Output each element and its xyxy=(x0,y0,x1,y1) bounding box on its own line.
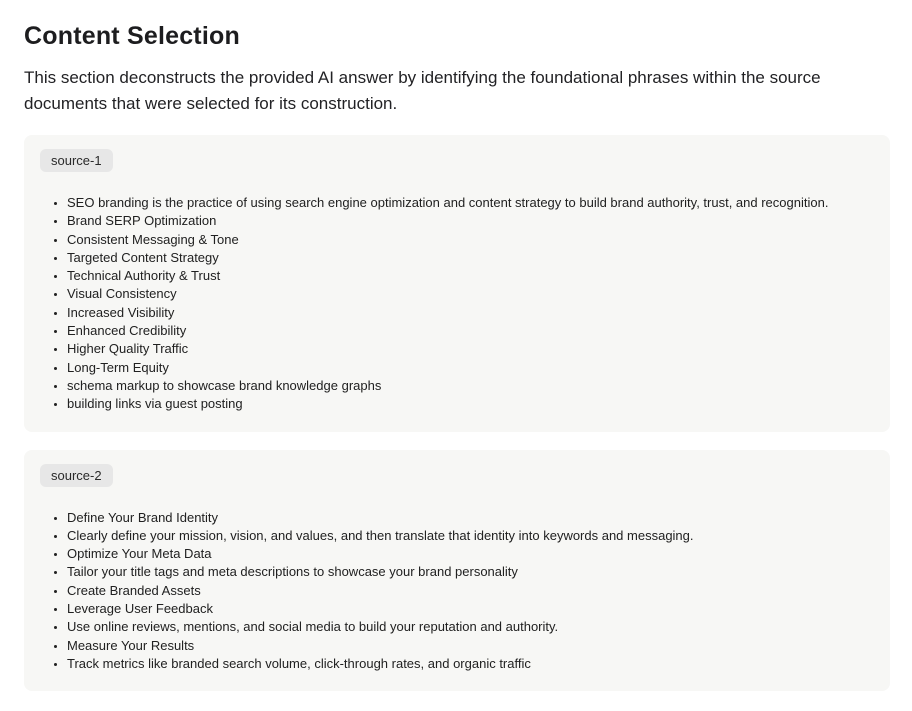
source-item: • Measure Your Results xyxy=(67,637,874,655)
source-item: • Targeted Content Strategy xyxy=(67,249,874,267)
source-item: • Long-Term Equity xyxy=(67,359,874,377)
source-item: • Increased Visibility xyxy=(67,304,874,322)
source-item: • Create Branded Assets xyxy=(67,582,874,600)
source-card xyxy=(24,135,890,432)
source-badge: source-2 xyxy=(40,464,113,487)
page-title: Content Selection xyxy=(24,22,240,50)
source-item: • Track metrics like branded search volume, click-through rates, and organic traffic xyxy=(67,655,874,673)
source-badge: source-1 xyxy=(40,149,113,172)
source-item: • Technical Authority & Trust xyxy=(67,267,874,285)
source-item: • Use online reviews, mentions, and social media to build your reputation and authority. xyxy=(67,618,874,636)
source-item: • Optimize Your Meta Data xyxy=(67,545,874,563)
source-item: • Tailor your title tags and meta descriptions to showcase your brand personality xyxy=(67,563,874,581)
source-item: • Clearly define your mission, vision, and values, and then translate that identity into keywords and messaging. xyxy=(67,527,874,545)
source-item: • Visual Consistency xyxy=(67,285,874,303)
source-item-list xyxy=(40,194,874,414)
source-item: • SEO branding is the practice of using search engine optimization and content strategy to build brand authority, trust, and recognition. xyxy=(67,194,874,212)
source-item-list xyxy=(40,509,874,674)
source-item: • Define Your Brand Identity xyxy=(67,509,874,527)
source-item: • building links via guest posting xyxy=(67,395,874,413)
source-cards xyxy=(24,135,890,691)
source-item: • Leverage User Feedback xyxy=(67,600,874,618)
source-item: • Higher Quality Traffic xyxy=(67,340,874,358)
source-item: • schema markup to showcase brand knowledge graphs xyxy=(67,377,874,395)
source-item: • Consistent Messaging & Tone xyxy=(67,231,874,249)
source-item: • Enhanced Credibility xyxy=(67,322,874,340)
source-card xyxy=(24,450,890,692)
source-item: • Brand SERP Optimization xyxy=(67,212,874,230)
page-description: This section deconstructs the provided AI answer by identifying the foundational phrases within the source documents that were selected for its construction. xyxy=(24,68,821,113)
